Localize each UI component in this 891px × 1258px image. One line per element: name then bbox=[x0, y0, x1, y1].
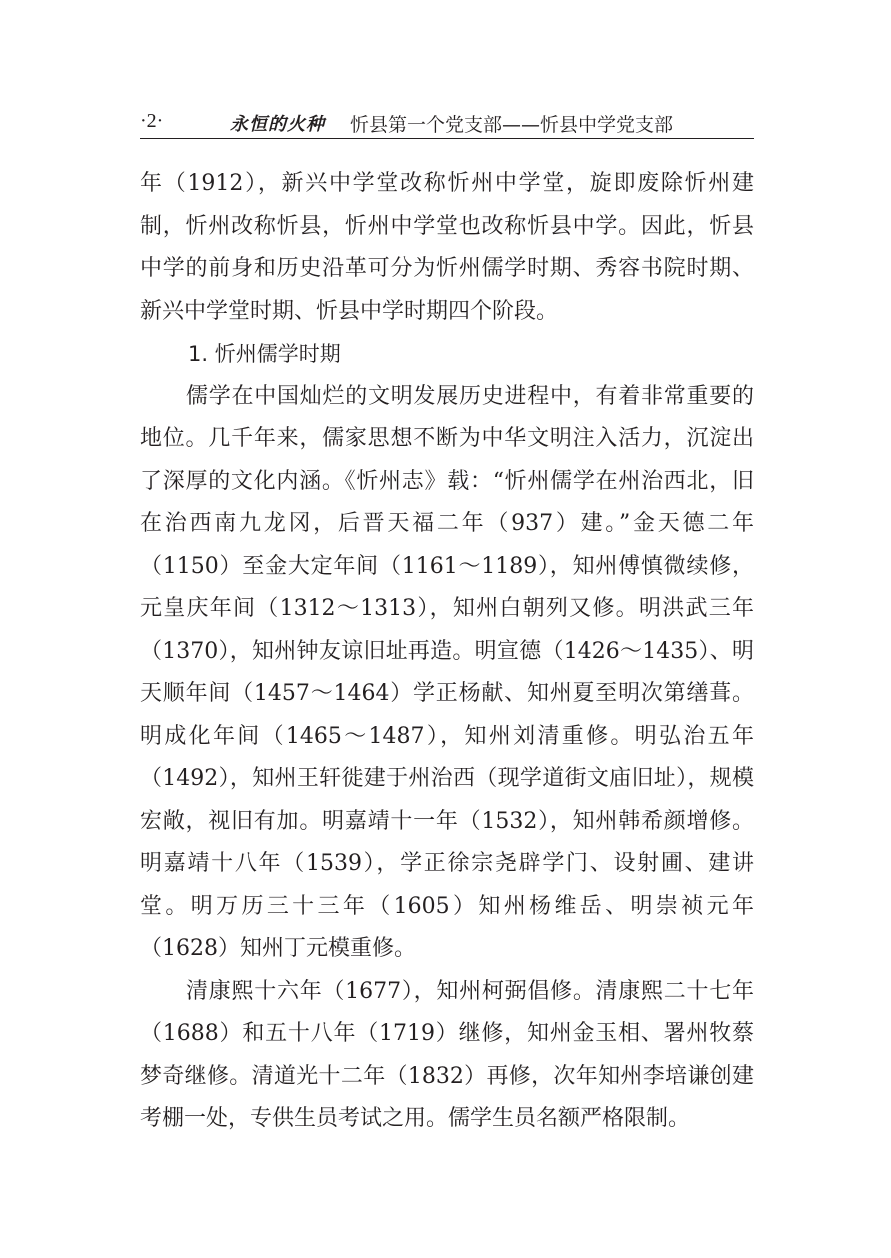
paragraph-2: 儒学在中国灿烂的文明发展历史进程中，有着非常重要的地位。几千年来，儒家思想不断为中华文明注入活力，沉淀出了深厚的文化内涵。《忻州志》载：“忻州儒学在州治西北，旧在治西南九龙冈，后晋天福二年（937）建。”金天德二年（1150）至金大定年间（1161～1189），知州傅慎微续修，元皇庆年间（1312～1313），知州白朝列又修。明洪武三年（1370），知州钟友谅旧址再造。明宣德（1426～1435）、明天顺年间（1457～1464）学正杨献、知州夏至明次第缮葺。明成化年间（1465～1487），知州刘清重修。明弘治五年（1492），知州王轩徙建于州治西（现学道街文庙旧址），规模宏敞，视旧有加。明嘉靖十一年（1532），知州韩希颜增修。明嘉靖十八年（1539），学正徐宗尧辟学门、设射圃、建讲堂。明万历三十三年（1605）知州杨维岳、明崇祯元年（1628）知州丁元模重修。 bbox=[140, 383, 754, 961]
section-heading: 1. 忻州儒学时期 bbox=[188, 342, 341, 366]
book-title: 永恒的火种 bbox=[230, 114, 325, 135]
chapter-title: 忻县第一个党支部——忻县中学党支部 bbox=[350, 114, 674, 136]
page-number: ·2· bbox=[140, 110, 164, 132]
paragraph-3: 清康熙十六年（1677），知州柯弼倡修。清康熙二十七年（1688）和五十八年（1719）继修，知州金玉相、署州牧蔡梦奇继修。清道光十二年（1832）再修，次年知州李培谦创建考棚一处，专供生员考试之用。儒学生员名额严格限制。 bbox=[140, 978, 754, 1131]
running-header bbox=[140, 108, 754, 139]
paragraph-1: 年（1912），新兴中学堂改称忻州中学堂，旋即废除忻州建制，忻州改称忻县，忻州中学堂也改称忻县中学。因此，忻县中学的前身和历史沿革可分为忻州儒学时期、秀容书院时期、新兴中学堂时期、忻县中学时期四个阶段。 bbox=[140, 171, 754, 324]
body-text bbox=[140, 163, 754, 1141]
